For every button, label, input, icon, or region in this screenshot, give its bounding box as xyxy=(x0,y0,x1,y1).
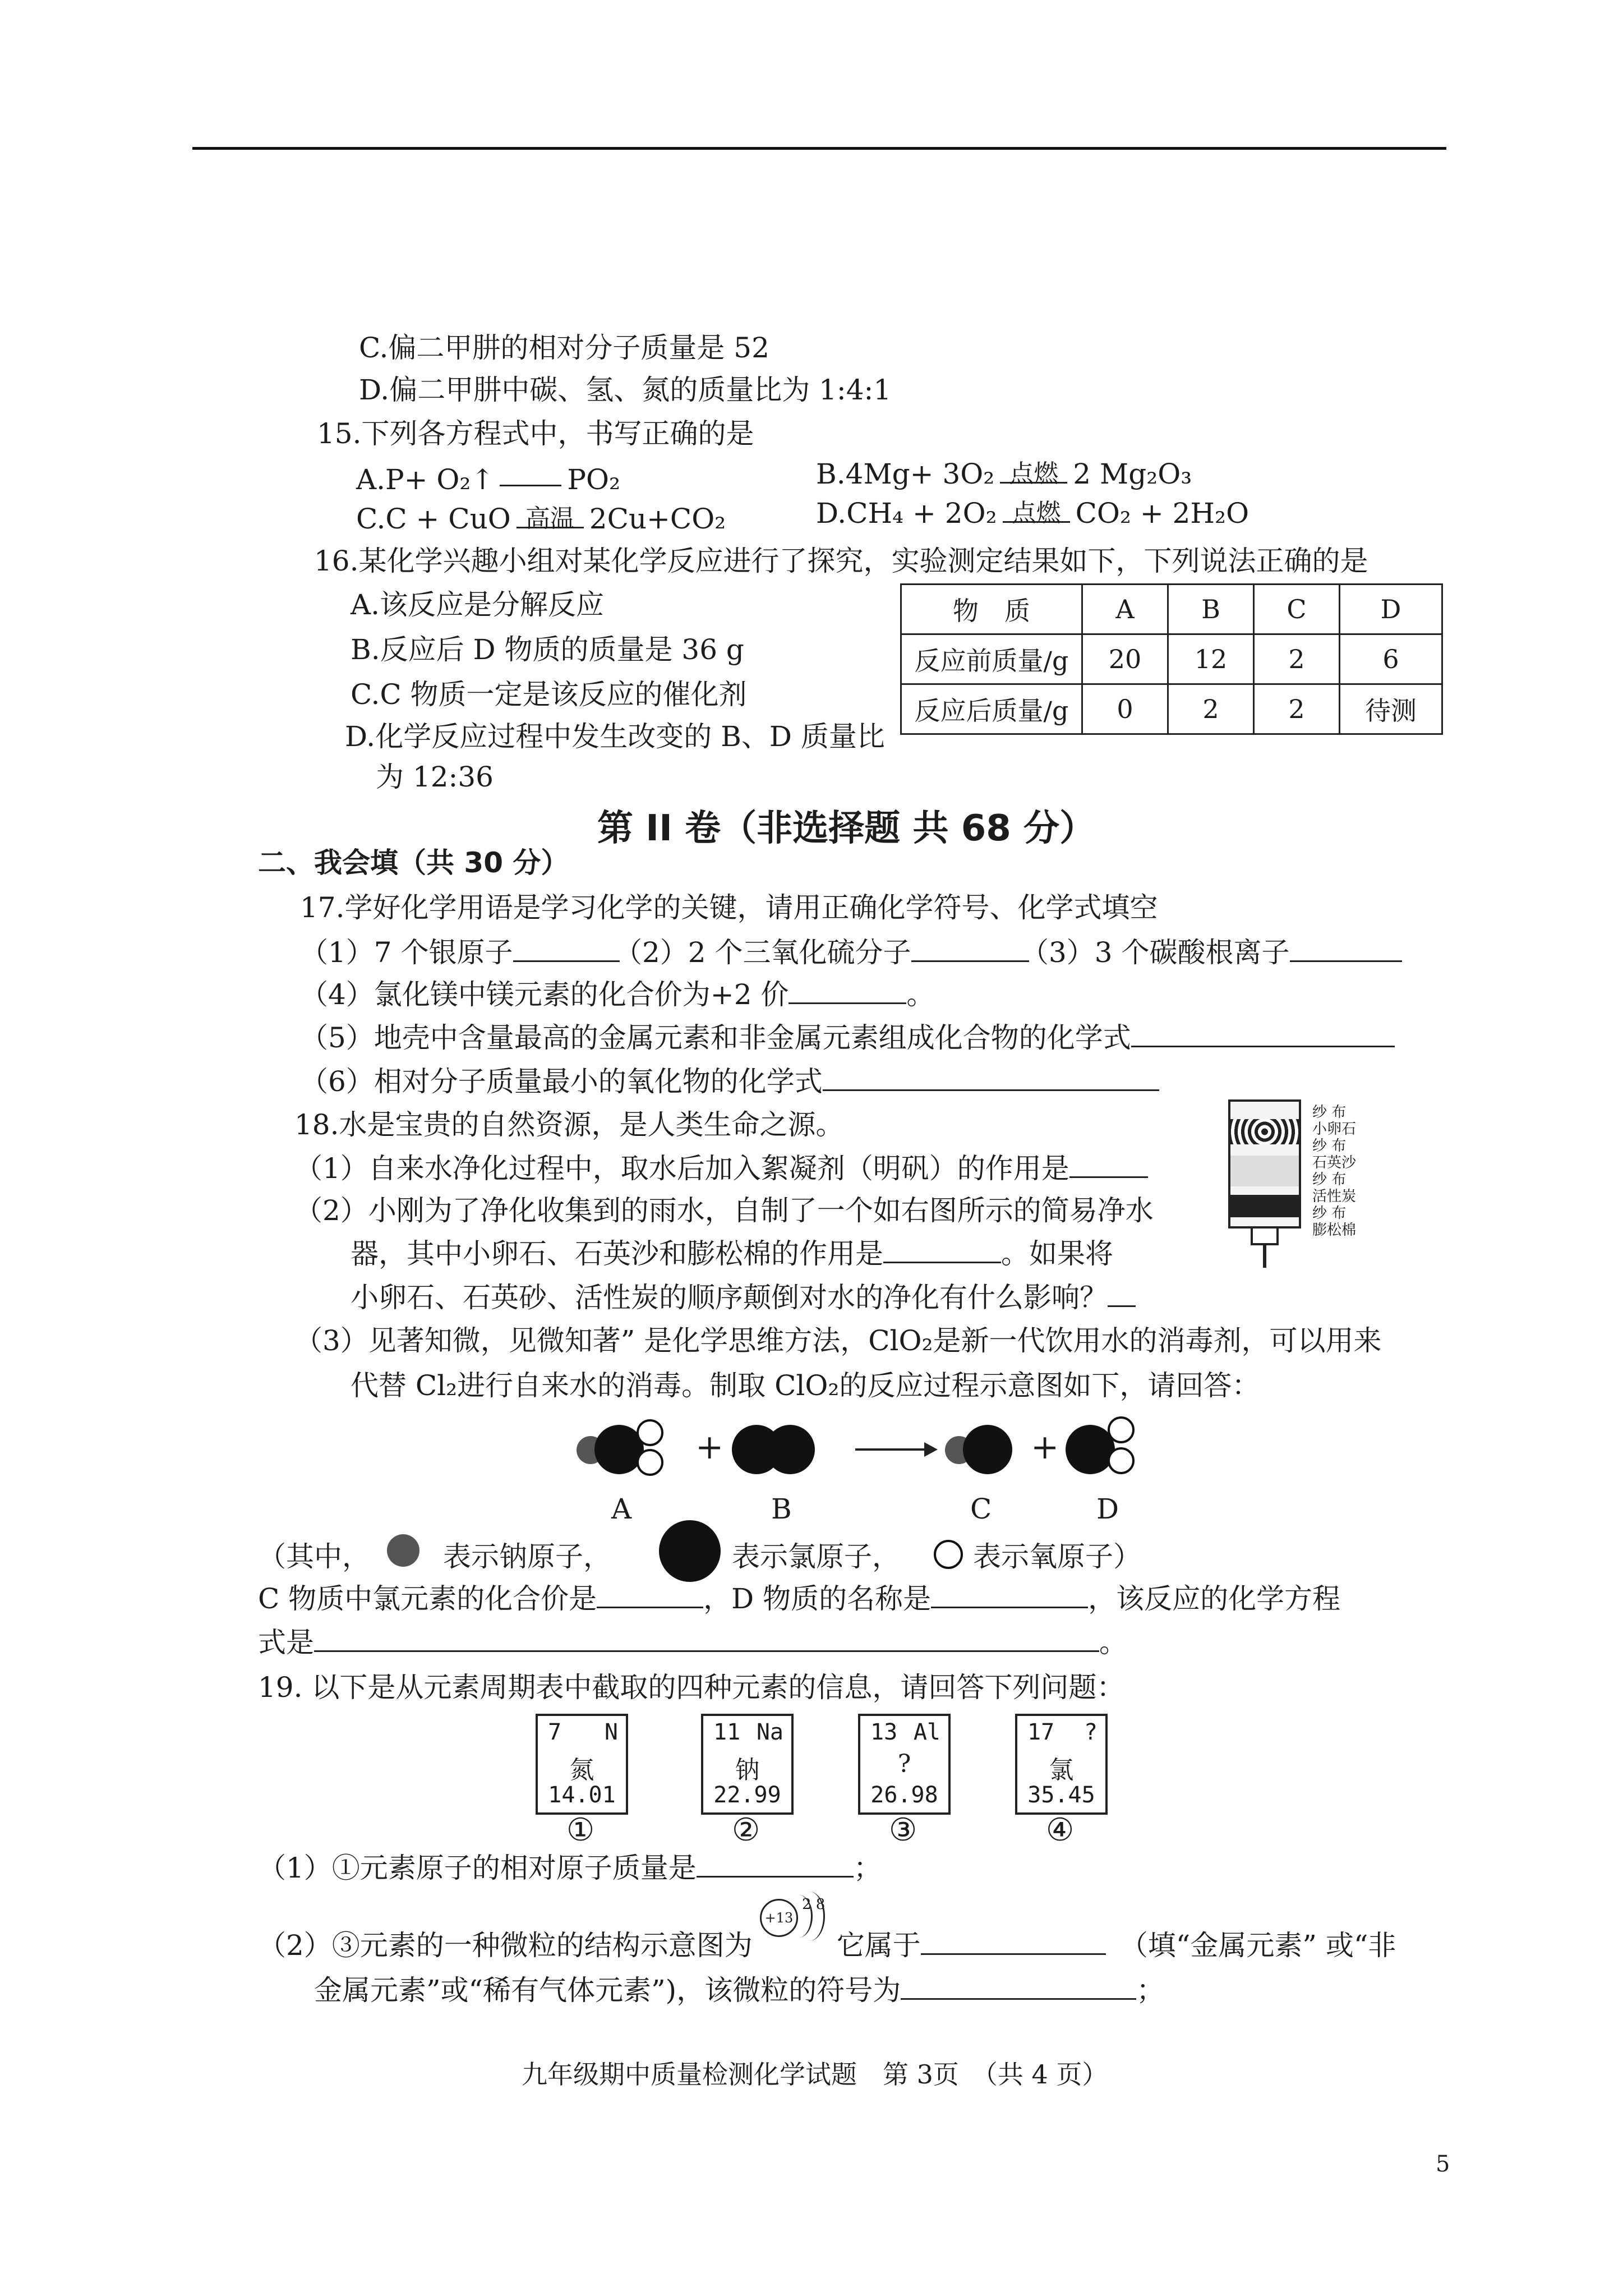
filter-label: 纱 布 xyxy=(1312,1138,1347,1154)
electron-counts: 2 8 xyxy=(802,1896,826,1913)
q18-stem: 18.水是宝贵的自然资源，是人类生命之源。 xyxy=(294,1108,844,1141)
pebbles-layer xyxy=(1230,1119,1299,1144)
element-marker: ① xyxy=(566,1812,595,1848)
table-cell: 20 xyxy=(1082,634,1168,684)
element-card-sodium: 11 Na 钠 22.99 xyxy=(701,1714,794,1815)
top-rule xyxy=(192,147,1446,150)
table-cell: C xyxy=(1254,585,1340,634)
answer-blank[interactable] xyxy=(513,936,620,962)
oxygen-atom xyxy=(637,1449,663,1476)
reaction-condition: 高温 xyxy=(517,527,584,528)
reaction-condition: 点燃 xyxy=(1000,482,1067,484)
filter-label: 活性炭 xyxy=(1312,1188,1357,1205)
oxygen-atom xyxy=(1108,1447,1135,1474)
page-number: 5 xyxy=(1436,2151,1450,2177)
table-cell: 2 xyxy=(1254,634,1340,684)
filter-label: 小卵石 xyxy=(1312,1121,1357,1138)
q14-option-c: C.偏二甲肼的相对分子质量是 52 xyxy=(359,332,769,364)
q18-s3-line2: 代替 Cl₂进行自来水的消毒。制取 ClO₂的反应过程示意图如下，请回答： xyxy=(351,1369,1260,1402)
q17-s6: （6）相对分子质量最小的氧化物的化学式 xyxy=(300,1065,1159,1098)
chlorine-legend-icon xyxy=(659,1520,721,1582)
table-cell: 6 xyxy=(1340,634,1442,684)
q19-stem: 19. 以下是从元素周期表中截取的四种元素的信息，请回答下列问题： xyxy=(258,1671,1125,1704)
answer-blank[interactable] xyxy=(931,1582,1088,1608)
table-cell: 0 xyxy=(1082,684,1168,734)
chlorine-atom xyxy=(766,1425,815,1474)
reaction-condition: 点燃 xyxy=(1003,521,1070,523)
arrow-head xyxy=(924,1442,938,1457)
q16-option-b: B.反应后 D 物质的质量是 36 g xyxy=(351,633,744,666)
q17-s3: （3）3 个碳酸根离子 xyxy=(1021,936,1402,969)
q19-s2-line2: 金属元素”或“稀有气体元素”)，该微粒的符号为 ； xyxy=(314,1974,1165,2007)
q15-c-product: 2Cu+CO₂ xyxy=(589,503,726,535)
answer-blank[interactable] xyxy=(921,1929,1106,1955)
q15-option-b xyxy=(816,457,1192,491)
plus-sign: + xyxy=(695,1428,724,1467)
table-row xyxy=(901,585,1442,634)
q15-d-reactants: D.CH₄ + 2O₂ xyxy=(816,497,997,530)
answer-blank[interactable] xyxy=(1131,1021,1395,1047)
table-cell: B xyxy=(1168,585,1254,634)
filter-label: 石英沙 xyxy=(1312,1154,1357,1171)
table-cell: 2 xyxy=(1168,684,1254,734)
q18-s1: （1）自来水净化过程中，取水后加入絮凝剂（明矾）的作用是 xyxy=(294,1152,1148,1185)
q15-option-d xyxy=(816,496,1249,530)
q18-s2-line2: 器，其中小卵石、石英沙和膨松棉的作用是 。如果将 xyxy=(351,1237,1113,1270)
reaction-arrow xyxy=(855,1448,928,1451)
table-row xyxy=(901,634,1442,684)
q15-b-reactants: B.4Mg+ 3O₂ xyxy=(816,458,995,490)
answer-blank[interactable] xyxy=(697,1851,854,1878)
q17-stem: 17.学好化学用语是学习化学的关键，请用正确化学符号、化学式填空 xyxy=(300,891,1158,924)
answer-blank[interactable] xyxy=(597,1582,703,1608)
molecule-label: A xyxy=(611,1493,632,1525)
q17-s1: （1）7 个银原子 xyxy=(300,936,620,969)
answer-blank[interactable] xyxy=(314,1626,1099,1652)
table-cell: 物 质 xyxy=(901,585,1082,634)
section-heading: 二、我会填（共 30 分） xyxy=(258,846,569,879)
answer-blank[interactable] xyxy=(823,1065,1159,1091)
q15-b-product: 2 Mg₂O₃ xyxy=(1073,458,1192,490)
legend-chlorine-text: 表示氯原子， xyxy=(732,1540,900,1573)
legend-open: （其中， xyxy=(258,1540,370,1573)
answer-blank[interactable] xyxy=(911,936,1029,962)
q16-option-d: D.化学反应过程中发生改变的 B、D 质量比 xyxy=(345,720,885,753)
answer-blank[interactable] xyxy=(1069,1152,1148,1178)
element-card-aluminum: 13 Al ? 26.98 xyxy=(858,1714,951,1815)
q16-option-a: A.该反应是分解反应 xyxy=(351,588,605,621)
filter-label: 膨松棉 xyxy=(1312,1222,1357,1239)
q16-data-table xyxy=(900,583,1443,735)
element-card-nitrogen: 7 N 氮 14.01 xyxy=(536,1714,628,1815)
legend-sodium-text: 表示钠原子， xyxy=(443,1540,611,1573)
oxygen-legend-icon xyxy=(934,1540,963,1569)
table-cell: A xyxy=(1082,585,1168,634)
answer-blank[interactable] xyxy=(789,978,906,1004)
sodium-legend-icon xyxy=(387,1534,419,1567)
answer-blank[interactable] xyxy=(901,1973,1136,2000)
element-marker: ③ xyxy=(889,1812,917,1848)
table-cell: 待测 xyxy=(1340,684,1442,734)
filter-spout xyxy=(1263,1245,1266,1268)
q14-option-d: D.偏二甲肼中碳、氢、氮的质量比为 1:4:1 xyxy=(359,374,892,406)
table-cell: 反应前质量/g xyxy=(901,634,1082,684)
q18-s2-line1: （2）小刚为了净化收集到的雨水，自制了一个如右图所示的简易净水 xyxy=(294,1194,1154,1227)
q15-option-a xyxy=(356,463,620,496)
q15-option-c xyxy=(356,502,726,536)
carbon-layer xyxy=(1230,1195,1299,1217)
filter-outlet xyxy=(1251,1228,1279,1245)
answer-blank[interactable] xyxy=(1108,1281,1136,1307)
chlorine-atom xyxy=(963,1425,1012,1474)
nucleus-circle: +13 xyxy=(760,1899,798,1937)
legend-oxygen-text: 表示氧原子） xyxy=(973,1540,1141,1573)
element-marker: ④ xyxy=(1046,1812,1075,1848)
q16-stem: 16.某化学兴趣小组对某化学反应进行了探究，实验测定结果如下，下列说法正确的是 xyxy=(314,545,1368,577)
q15-a-product: PO₂ xyxy=(567,463,621,496)
filter-label: 纱 布 xyxy=(1312,1104,1347,1121)
element-marker: ② xyxy=(732,1812,760,1848)
q15-a-reactants: A.P+ O₂↑ xyxy=(356,463,495,496)
q17-s4: （4）氯化镁中镁元素的化合价为+2 价 。 xyxy=(300,978,935,1011)
table-cell: D xyxy=(1340,585,1442,634)
q18-question-c: C 物质中氯元素的化合价是 ，D 物质的名称是 ，该反应的化学方程 xyxy=(258,1582,1341,1615)
table-cell: 2 xyxy=(1254,684,1340,734)
q16-option-c: C.C 物质一定是该反应的催化剂 xyxy=(351,678,747,711)
table-cell: 反应后质量/g xyxy=(901,684,1082,734)
filter-label: 纱 布 xyxy=(1312,1205,1347,1222)
answer-blank[interactable] xyxy=(883,1237,1001,1263)
q19-s1: （1）①元素原子的相对原子质量是 ； xyxy=(258,1852,882,1884)
q18-s3-line1: （3）见著知微，见微知著” 是化学思维方法，ClO₂是新一代饮用水的消毒剂，可以用来 xyxy=(294,1324,1382,1357)
sand-layer xyxy=(1230,1156,1299,1186)
q19-s2-line1: （2）③元素的一种微粒的结构示意图为 它属于 （填“金属元素” 或“非 xyxy=(258,1929,1396,1962)
molecule-label: B xyxy=(771,1493,792,1525)
q15-stem: 15.下列各方程式中，书写正确的是 xyxy=(317,417,754,450)
footer-text: 九年级期中质量检测化学试题 第 3页 （共 4 页） xyxy=(522,2059,1108,2090)
oxygen-atom xyxy=(1108,1416,1135,1443)
oxygen-atom xyxy=(637,1419,663,1446)
q16-option-d-cont: 为 12:36 xyxy=(376,761,494,793)
plus-sign: + xyxy=(1031,1428,1059,1467)
part2-title: 第 II 卷（非选择题 共 68 分） xyxy=(597,808,1096,849)
element-card-chlorine: 17 ? 氯 35.45 xyxy=(1015,1714,1108,1815)
q17-s2: （2）2 个三氧化硫分子 xyxy=(614,936,1029,969)
q18-equation: 式是 。 xyxy=(258,1626,1127,1659)
q15-c-reactants: C.C + CuO xyxy=(356,503,511,535)
filter-label: 纱 布 xyxy=(1312,1171,1347,1188)
answer-blank[interactable] xyxy=(1290,936,1402,962)
molecule-label: C xyxy=(970,1493,992,1525)
table-cell: 12 xyxy=(1168,634,1254,684)
q18-s2-line3: 小卵石、石英砂、活性炭的顺序颠倒对水的净化有什么影响？ xyxy=(351,1281,1136,1314)
table-row xyxy=(901,684,1442,734)
q15-d-product: CO₂ + 2H₂O xyxy=(1075,497,1249,530)
q17-s5: （5）地壳中含量最高的金属元素和非金属元素组成化合物的化学式 xyxy=(300,1021,1395,1055)
molecule-label: D xyxy=(1096,1493,1119,1525)
